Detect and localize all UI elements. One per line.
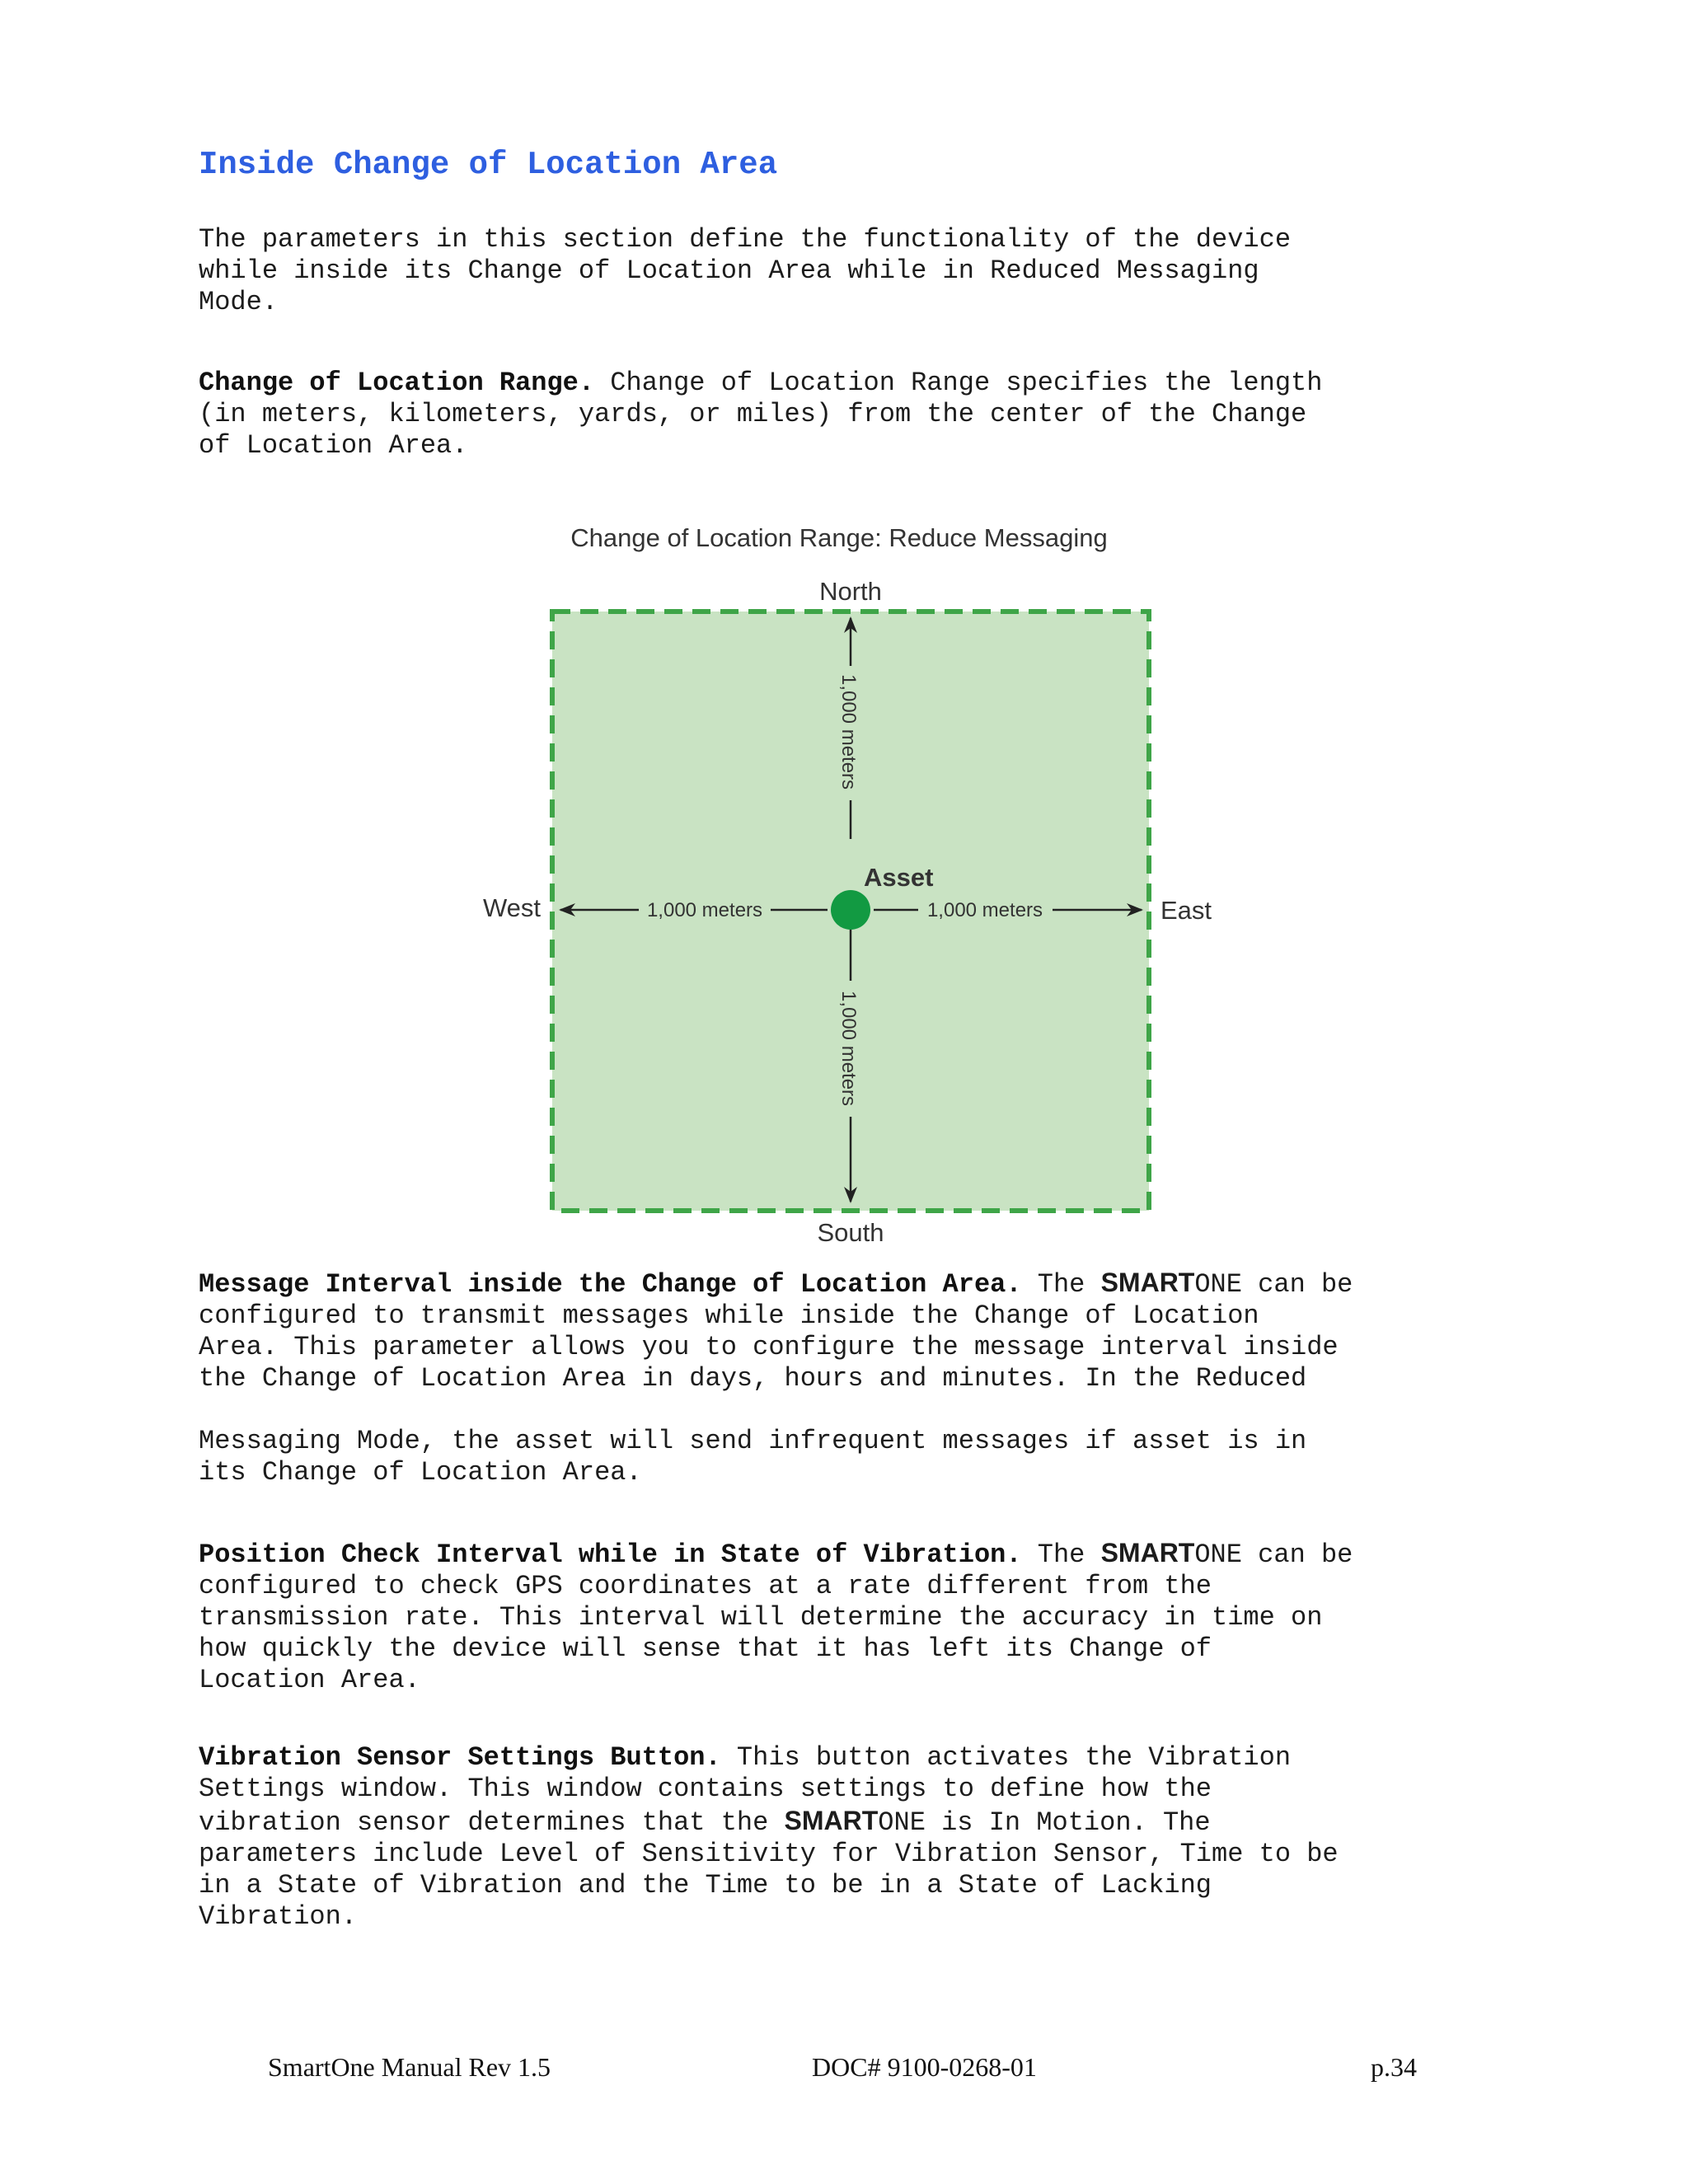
- brand-smart: SMART: [1100, 1268, 1195, 1297]
- asset-label: Asset: [864, 863, 934, 892]
- vibration-settings-paragraph: [199, 1742, 1484, 1933]
- brand-smart: SMART: [784, 1806, 879, 1835]
- section-heading: Inside Change of Location Area: [199, 147, 778, 183]
- east-distance-label: 1,000 meters: [926, 899, 1043, 921]
- vibration-settings-body-post: is In Motion. The parameters include Level of Sensitivity for Vibration Sensor, Time to be in a State of Vibration and the Time to be in a State of Lacking Vibration.: [199, 1807, 1339, 1932]
- message-interval-pre: The: [1021, 1269, 1101, 1300]
- vibration-settings-body-pre: This button activates the Vibration Settings window. This window contains settings to define how the vibration sensor determines that the: [199, 1742, 1292, 1838]
- brand-one: ONE: [878, 1807, 926, 1838]
- message-interval-term: Message Interval inside the Change of Location Area.: [199, 1269, 1022, 1300]
- footer-page-number: p.34: [1371, 2052, 1417, 2082]
- brand-one: ONE: [1194, 1269, 1242, 1300]
- intro-paragraph: The parameters in this section define the functionality of the device while inside its Change of Location Area while in Reduced Messaging Mode.: [199, 224, 1292, 317]
- range-term: Change of Location Range.: [199, 368, 595, 398]
- west-distance-label: 1,000 meters: [646, 899, 763, 921]
- brand-smart: SMART: [1100, 1538, 1195, 1568]
- position-check-pre: The: [1021, 1540, 1101, 1570]
- position-check-term: Position Check Interval while in State of Vibration.: [199, 1540, 1022, 1570]
- south-label: South: [817, 1218, 884, 1247]
- west-label: West: [482, 893, 541, 922]
- range-paragraph: [199, 368, 1484, 462]
- north-distance-label: 1,000 meters: [837, 673, 860, 790]
- range-body: Change of Location Range specifies the length (in meters, kilometers, yards, or miles) from the center of the Change of Location Area.: [199, 368, 1323, 461]
- south-distance-label: 1,000 meters: [837, 990, 860, 1107]
- asset-marker: [831, 890, 870, 930]
- north-label: North: [819, 577, 882, 606]
- vibration-settings-term: Vibration Sensor Settings Button.: [199, 1742, 721, 1773]
- footer-doc-number: DOC# 9100-0268-01: [812, 2052, 1037, 2082]
- footer-manual-title: SmartOne Manual Rev 1.5: [268, 2052, 551, 2082]
- message-interval-body: can be configured to transmit messages while inside the Change of Location Area. This parameter allows you to configure the message interval inside the Change of Location Area in days, hours and minutes. In the Reduced Messaging Mode, the asset will send infrequent messages if asset is in its Change of Location Area.: [199, 1269, 1353, 1488]
- location-range-figure: [445, 511, 1236, 1253]
- east-label: East: [1160, 896, 1212, 925]
- message-interval-paragraph: [199, 1267, 1484, 1488]
- brand-one: ONE: [1194, 1540, 1242, 1570]
- figure-title: Change of Location Range: Reduce Messaging: [570, 523, 1108, 552]
- location-range-diagram: [445, 511, 1236, 1253]
- position-check-body: can be configured to check GPS coordinates at a rate different from the transmission rate. This interval will determine the accuracy in time on how quickly the device will sense that it has left its Change of Location Area.: [199, 1540, 1353, 1695]
- position-check-paragraph: [199, 1537, 1484, 1696]
